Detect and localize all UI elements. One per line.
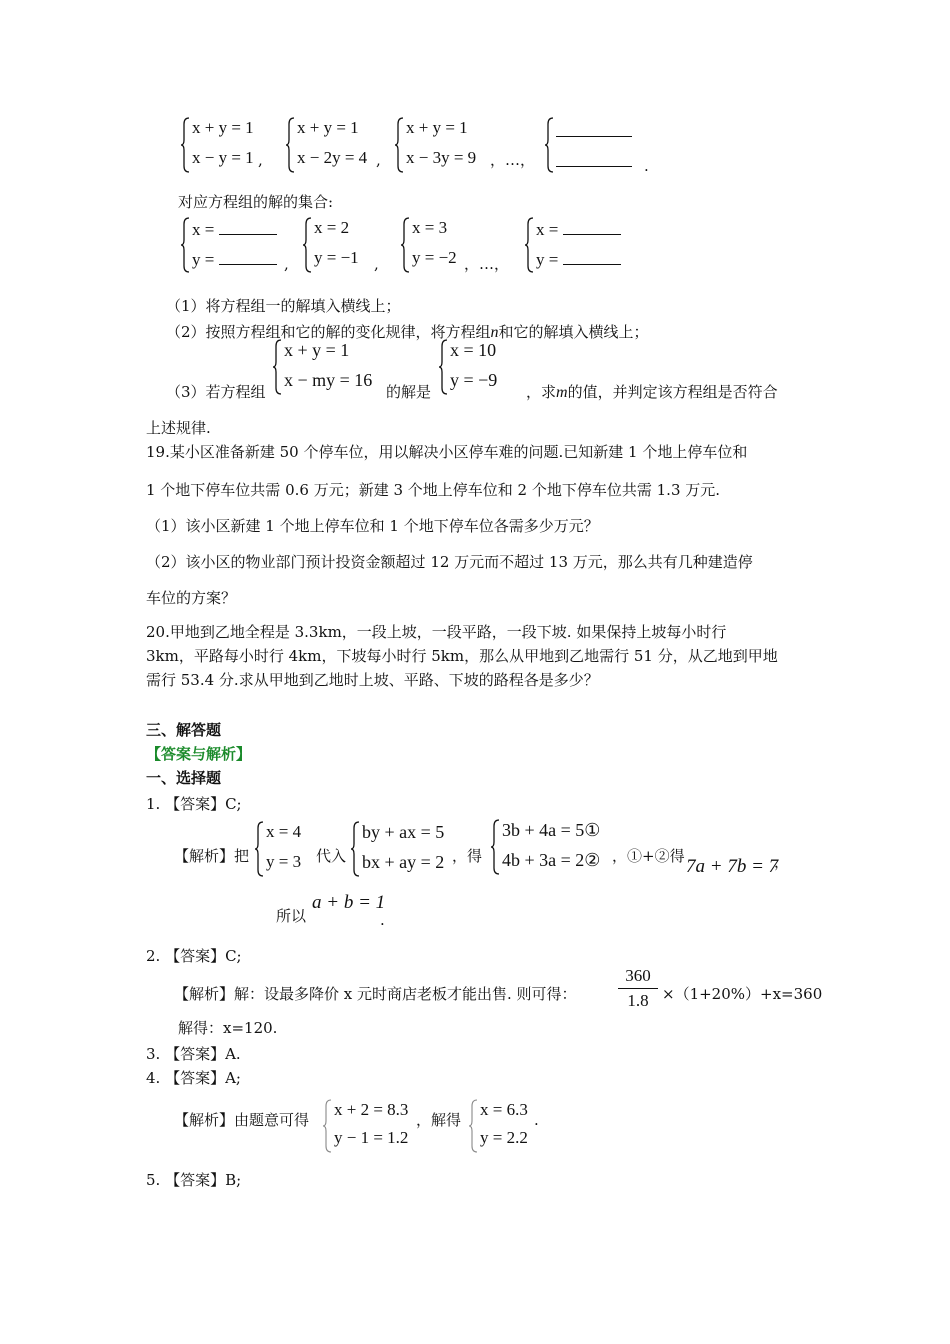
equation: y =	[536, 250, 559, 269]
separator: .	[380, 911, 385, 929]
equation-system-a1-2	[350, 820, 460, 878]
separator: ,	[284, 255, 289, 273]
separator: ，…，	[464, 255, 510, 273]
answer-2: 2. 【答案】C;	[146, 947, 242, 965]
equation: bx + ay = 2	[362, 852, 445, 872]
equation: x + y = 1	[192, 118, 254, 137]
q20-line3: 需行 53.4 分.求从甲地到乙地时上坡、平路、下坡的路程各是多少？	[146, 671, 599, 689]
equation: x + y = 1	[284, 340, 350, 360]
numerator: 360	[625, 966, 651, 985]
answer-5: 5. 【答案】B;	[146, 1171, 242, 1189]
solution-system-2	[302, 216, 382, 274]
answer-1: 1. 【答案】C;	[146, 795, 242, 813]
brace-icon	[254, 820, 264, 878]
blank-line	[219, 218, 277, 235]
q18-part3-tail: ，求m的值，并判定该方程组是否符合	[526, 383, 778, 401]
equation-system-q3	[272, 338, 382, 396]
answer-4: 4. 【答案】A;	[146, 1069, 241, 1087]
blank-line	[563, 218, 621, 235]
equation: y =	[192, 250, 215, 269]
equation: x − my = 16	[284, 370, 373, 390]
q20-line2: 3km，平路每小时行 4km，下坡每小时行 5km，那么从甲地到乙地需行 51 分，从乙地到甲地	[146, 647, 778, 665]
blank-line	[563, 248, 621, 265]
separator: ,	[258, 151, 263, 169]
text: ，解得	[416, 1111, 462, 1129]
equation: y = −1	[314, 248, 359, 267]
answers-title: 【答案与解析】	[146, 745, 252, 763]
equation: x =	[536, 220, 559, 239]
brace-icon	[438, 338, 448, 396]
brace-icon	[322, 1098, 332, 1154]
brace-icon	[272, 338, 282, 396]
q18-part3-lead: （3）若方程组	[166, 383, 266, 401]
text: 代入	[316, 847, 347, 865]
equation-system-3	[394, 116, 494, 174]
equation: x = 3	[412, 218, 448, 237]
blank-line	[219, 248, 277, 265]
equation: y − 1 = 1.2	[334, 1128, 409, 1147]
equation: x = 2	[314, 218, 350, 237]
equation: 7a + 7b = 7	[686, 856, 779, 877]
explanation: 【解析】由题意可得	[174, 1111, 310, 1129]
brace-icon	[350, 820, 360, 878]
q20-line1: 20.甲地到乙地全程是 3.3km，一段上坡，一段平路，一段下坡. 如果保持上坡每小时行	[146, 623, 727, 641]
equation: y = 3	[266, 852, 302, 871]
equation: x − 2y = 4	[297, 148, 368, 167]
equation-system-a1-3	[490, 818, 610, 876]
brace-icon	[544, 116, 554, 174]
equation: x + y = 1	[406, 118, 468, 137]
brace-icon	[400, 216, 410, 274]
brace-icon	[302, 216, 312, 274]
explanation: 【解析】解：设最多降价 x 元时商店老板才能出售. 则可得：	[174, 985, 577, 1003]
denominator: 1.8	[627, 991, 649, 1010]
q19-part2: （2）该小区的物业部门预计投资金额超过 12 万元而不超过 13 万元，那么共有几种建造停	[146, 553, 753, 571]
q19-part2b: 车位的方案？	[146, 589, 237, 607]
solution-system-q3	[438, 338, 518, 396]
equation: y = 2.2	[480, 1128, 528, 1147]
equation-system-a4-1	[322, 1098, 422, 1154]
equation: 4b + 3a = 2②	[502, 850, 601, 870]
blank-line	[556, 150, 632, 172]
equation: y = −9	[450, 370, 498, 390]
section-title: 一、选择题	[146, 769, 222, 787]
q18-part3-mid: 的解是	[386, 383, 432, 401]
answer-3: 3. 【答案】A.	[146, 1045, 241, 1063]
section-title: 三、解答题	[146, 721, 222, 739]
text: ×（1+20%）+x=360	[662, 985, 823, 1003]
equation: x + 2 = 8.3	[334, 1100, 409, 1119]
q18-part1: （1）将方程组一的解填入横线上；	[166, 297, 401, 315]
equation: x − 3y = 9	[406, 148, 477, 167]
fraction	[618, 966, 658, 1011]
q19-line1: 19.某小区准备新建 50 个停车位，用以解决小区停车难的问题.已知新建 1 个地上停车位和	[146, 443, 748, 461]
separator: ，	[774, 853, 790, 871]
explanation-label: 【解析】把	[174, 847, 250, 865]
brace-icon	[180, 216, 190, 274]
separator: ,	[374, 255, 379, 273]
separator: ,	[376, 151, 381, 169]
equation: y = −2	[412, 248, 457, 267]
brace-icon	[468, 1098, 478, 1154]
equation-system-n	[544, 116, 644, 174]
brace-icon	[180, 116, 190, 174]
separator: ，…，	[490, 151, 536, 169]
equation: by + ax = 5	[362, 822, 445, 842]
separator: .	[644, 157, 649, 175]
blank-line	[556, 120, 632, 142]
equation-system-a1-1	[254, 820, 314, 878]
equation: x = 4	[266, 822, 302, 841]
solution: 解得：x=120.	[178, 1019, 278, 1037]
equation: x + y = 1	[297, 118, 359, 137]
equation: a + b = 1	[312, 892, 386, 913]
separator: .	[534, 1111, 539, 1129]
solutions-label: 对应方程组的解的集合:	[178, 193, 334, 211]
equation-system-1	[180, 116, 270, 174]
text: ，得	[452, 847, 483, 865]
equation: x =	[192, 220, 215, 239]
brace-icon	[524, 216, 534, 274]
solution-system-1	[180, 216, 290, 274]
equation: x = 6.3	[480, 1100, 528, 1119]
text: 所以	[276, 907, 307, 925]
q19-line2: 1 个地下停车位共需 0.6 万元；新建 3 个地上停车位和 2 个地下停车位共需 1.3 万元.	[146, 481, 721, 499]
equation-system-2	[285, 116, 385, 174]
solution-system-n	[524, 216, 634, 274]
equation: x = 10	[450, 340, 497, 360]
brace-icon	[394, 116, 404, 174]
brace-icon	[285, 116, 295, 174]
equation: 3b + 4a = 5①	[502, 820, 601, 840]
brace-icon	[490, 818, 500, 876]
q18-part3-end: 上述规律.	[146, 419, 211, 437]
q19-part1: （1）该小区新建 1 个地上停车位和 1 个地下停车位各需多少万元？	[146, 517, 599, 535]
equation: x − y = 1	[192, 148, 254, 167]
text: ，①+②得	[612, 847, 685, 865]
q18-part2: （2）按照方程组和它的解的变化规律，将方程组n和它的解填入横线上；	[166, 323, 649, 341]
